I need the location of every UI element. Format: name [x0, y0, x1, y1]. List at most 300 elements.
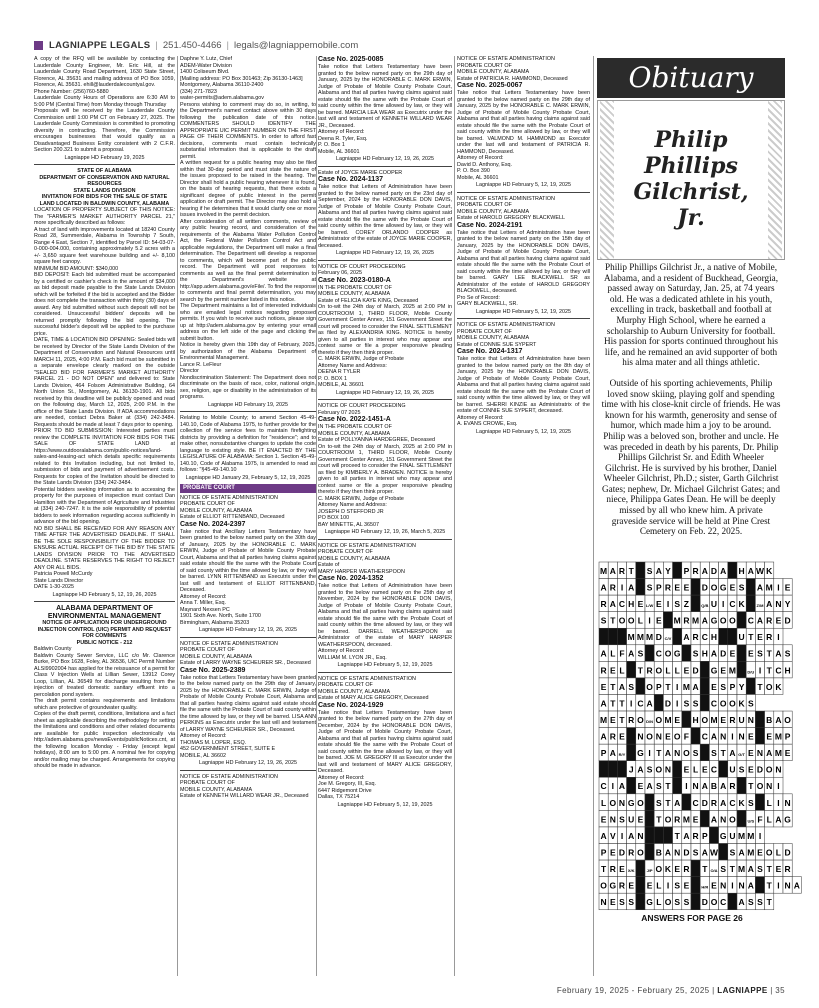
header-phone: 251.450-4466	[162, 39, 222, 51]
crossword-letter: T	[766, 897, 772, 908]
legal-text: Attorney Name and Address:	[318, 362, 387, 369]
crossword-letter: R	[692, 565, 699, 576]
crossword-letter: L	[674, 665, 680, 676]
legal-text: Montgomery, Alabama 36110-2400	[180, 82, 264, 88]
footer-separator: |	[712, 986, 718, 995]
crossword-black-square	[599, 628, 608, 645]
legal-text: On to-wit the 24th day of March, 2025 at 2:00 PM in COURTROOM 1, THIRD FLOOR, Mobile County Government Center Annex, 151 Government Street the court will proceed to consider the FINAL SETTLEMENT as filed by ALEXANDRIA KING. NOTICE is hereby given to all parties in interest who may appear and contest same or file a proper responsive pleading thereto if they then think proper.	[318, 304, 452, 356]
legal-text: MOBILE COUNTY, ALABAMA	[318, 555, 391, 562]
crossword-letter: T	[748, 781, 754, 792]
crossword-letter: I	[611, 781, 614, 792]
legal-publication-line: Lagniappe HD February 12, 19, 26, 2025	[199, 627, 297, 633]
column-divider	[177, 56, 178, 976]
crossword-letter: A	[747, 880, 754, 891]
crossword-black-square	[663, 827, 672, 844]
crossword-letter: D	[701, 582, 708, 593]
legal-text: Phone Number: (256)760-5880	[34, 88, 109, 95]
crossword-letter: I	[676, 698, 679, 709]
crossword-letter: T	[757, 681, 763, 692]
crossword-letter: A	[628, 582, 635, 593]
legal-text: Estate of JOYCE MARIE COOPER	[318, 169, 403, 176]
crossword-black-square	[737, 645, 746, 662]
legal-text: A written request for a public hearing may also be filed within that 30-day period and must state the nature of the issues proposed to be raised in the hearing. The Director shall hold a public hearing whenever it is found, on the basis of hearing requests, that there exists a significant degree of public interest in the permit application or draft permit. The Director may also hold a hearing if he determines that it would clarify one or more issues involved in the permit decision.	[180, 160, 316, 218]
crossword-letter: J/P	[646, 868, 653, 874]
crossword-letter: S	[692, 847, 699, 858]
crossword-letter: I	[666, 599, 670, 610]
crossword-letter: N	[674, 847, 681, 858]
crossword-letter: S	[692, 698, 699, 709]
crossword-letter: S	[674, 897, 681, 908]
crossword-black-square	[608, 761, 617, 778]
legal-text: NOTICE OF ESTATE ADMINISTRATION	[180, 640, 278, 647]
crossword-letter: L	[637, 615, 644, 626]
legal-text: Lauderdale County Hours of Operations are 6:30 AM to 5:00 PM (Central Time) from Monday through Thursday	[34, 95, 175, 108]
crossword-black-square	[645, 794, 654, 811]
crossword-letter: A	[655, 565, 662, 576]
legal-text: LOCATION OF PROPERTY SUBJECT OF THIS NOTICE: The "FARMER'S MARKET AUTHORITY PARCEL 21," more specifically described as follows:	[34, 207, 175, 226]
crossword-letter: A	[664, 748, 672, 759]
crossword-letter: S	[692, 748, 699, 759]
legal-text: [Mailing address: PO Box 301463; Zip 36130-1463]	[180, 75, 303, 82]
crossword-letter: S	[784, 648, 791, 659]
crossword-letter: O	[710, 582, 718, 593]
legal-text: NOTICE OF ESTATE ADMINISTRATION	[180, 494, 278, 501]
section-title: LAGNIAPPE LEGALS	[49, 39, 151, 51]
crossword-letter: B	[655, 847, 662, 858]
crossword-black-square	[627, 661, 636, 678]
crossword-letter: R	[766, 615, 773, 626]
legal-text: BAY MINETTE, AL 36507	[318, 521, 380, 528]
crossword-letter: O	[664, 897, 672, 908]
legal-text: PROBATE COURT OF	[318, 682, 373, 688]
crossword-letter: A	[775, 814, 782, 825]
legal-text: Attorney of Record:	[318, 129, 365, 135]
crossword-letter: L	[665, 665, 671, 676]
crossword-black-square	[645, 844, 654, 861]
legal-text: PROBATE COURT OF	[318, 549, 373, 555]
crossword-letter: T	[720, 748, 726, 759]
crossword-letter: E	[720, 665, 727, 676]
crossword-letter: I	[777, 632, 780, 643]
crossword-letter: N	[738, 731, 745, 742]
crossword-letter: A	[683, 830, 690, 841]
crossword-letter: O	[655, 864, 663, 875]
legal-text: BID DEPOSIT: Each bid submitted must be accompanied by a certified or cashier's check in the amount of $34,000 as bid deposit made payable to the State Lands Division which will be forfeited if the bid is accepted and the Bidder does not complete the transaction within thirty (30) days of award. Any bid submitted without such deposit will not be considered. Unsuccessful bidders' deposits will be returned promptly following the bid opening. The successful bidder's deposit will be applied to the purchase price.	[34, 272, 175, 337]
crossword-letter: V	[609, 830, 616, 841]
crossword-letter: E	[757, 847, 763, 858]
legal-column-1	[34, 56, 175, 976]
legal-text: 452 GOVERNMENT STREET, SUITE E	[180, 746, 276, 752]
crossword-letter: Y	[784, 599, 791, 610]
legal-publication-line: Lagniappe HD February 12, 19, 26, 2025	[336, 250, 434, 256]
legal-publication-line: Lagniappe HD February 12, 19, 26, 2025	[336, 389, 434, 396]
crossword-letter: P	[600, 847, 607, 858]
legal-text: NOTICE OF ESTATE ADMINISTRATION	[457, 56, 555, 62]
crossword-letter: D/U	[747, 669, 755, 675]
crossword-letter: C	[729, 599, 736, 610]
crossword-letter: Q/B	[701, 603, 709, 609]
notice-divider	[180, 770, 316, 771]
crossword-letter: T	[619, 698, 625, 709]
crossword-letter: O	[765, 847, 773, 858]
crossword-letter: R	[664, 582, 672, 593]
legal-text: Relating to Mobile County; to amend Section 45-49-140.10, Code of Alabama 1975, to further provide for the collection of fire service fees to maintain firefighting districts by providing a definition for "residence"; and to make other, nonsubstantive changes to update the code language to existing style. BE IT ENACTED BY THE LEGISLATURE OF ALABAMA: Section 1. Section 45-49-140.10, Code of Alabama 1975, is amended to read as follows: "§45-49-140.10	[180, 415, 316, 473]
crossword-letter: P	[600, 748, 607, 759]
crossword-letter: A	[637, 764, 644, 775]
crossword-black-square	[746, 579, 755, 596]
legal-text: MOBILE COUNTY, ALABAMA	[457, 69, 530, 75]
legal-text: Estate of ELLIOT RITTENBAND, Deceased	[180, 514, 285, 520]
crossword-letter: D	[664, 698, 672, 709]
legal-text: Baldwin County Sewer Service, LLC c/o Mr. Clarence Burke, PO Box 1628, Foley, AL 36536, UIC Permit Number ALSI9902004 has applied for the reissuance of a permit for Class V Injection Wells at Lillian Sewer, 13912 Corey Loop, Lillian, AL 36549 for discharge resulting from the injection of treated domestic sanitary effluent into a percolation pond system.	[34, 652, 175, 698]
crossword-letter: E	[784, 582, 791, 593]
legal-text: Potential bidders seeking information as to accessing the property for the purposes of inspection must contact Dan Hamilton with the Department of Agriculture and Industries at (334) 240-7247. It is the sole responsibility of potential bidders to seek information regarding access sufficiently in advance of the bid opening.	[34, 486, 175, 525]
legal-heading: DEPARTMENT OF CONSERVATION AND NATURAL RESOURCES	[39, 174, 170, 187]
crossword-letter: M	[627, 632, 635, 643]
crossword-black-square	[755, 711, 764, 728]
column-divider	[454, 56, 455, 976]
crossword-letter: S	[655, 781, 662, 792]
crossword-letter: M	[682, 681, 690, 692]
notice-divider	[180, 411, 316, 412]
crossword-black-square	[627, 777, 636, 794]
case-number: Case No. 2022-1451-A	[318, 416, 391, 423]
crossword-letter: M	[673, 615, 681, 626]
crossword-letter: N	[738, 880, 745, 891]
crossword-black-square	[755, 728, 764, 745]
notice-divider	[457, 318, 590, 319]
crossword-letter: M	[738, 830, 746, 841]
legal-text: Proposals will be received by the Lauderdale County Commission until 1:00 PM CT on February 27, 2025. The Lauderdale County Commission is committed to promoting diversity in contracting. Therefore, the Commission encourages businesses that would qualify as a Disadvantaged Business Entity consistent with 2 C.F.R. Section 200.321 to submit a proposal.	[34, 108, 175, 153]
crossword-letter: S	[646, 764, 653, 775]
legal-text: Director	[180, 368, 199, 374]
legal-text: Take notice that Letters of Administration have been granted to the below named party on the 15th day of January, 2025 by the HONORABLE DON DAVIS, Judge of Probate of Mobile County Probate Court, Alabama and that all parties having claims against said estate should file the same with the Probate Court of said county within the time allowed by law, or they will be barred. GARY LEE BLACKWELL SR as Administrator of the estate of HAROLD GREGORY BLACKWELL, deceased.	[457, 229, 590, 294]
crossword-letter: E	[747, 648, 754, 659]
crossword-letter: S	[600, 615, 607, 626]
legal-publication-line: Lagniappe HD January 29, February 5, 12, 19, 2025	[185, 474, 311, 481]
answers-label: ANSWERS FOR PAGE 26	[641, 913, 743, 923]
crossword-black-square	[737, 810, 746, 827]
crossword-letter: M	[682, 814, 690, 825]
crossword-letter: D	[710, 565, 718, 576]
legal-text: (334) 271-7823	[180, 88, 217, 95]
crossword-letter: A	[766, 748, 773, 759]
crossword-letter: T	[766, 648, 772, 659]
crossword-black-square	[691, 860, 700, 877]
legal-text: PRIOR TO BID SUBMISSION: Interested parties must review the COMPLETE INVITATION FOR BIDS FOR THE SALE OF STATE LAND at https://www.outdooralabama.com/public-notices/land-sales-and-leasing-act which details specific requirements related to this Invitation including, but not limited to, submission of bids and payment of advertisement costs. Requests for copies of the Invitation should be directed to the State Lands Division (334) 242-3484.	[34, 428, 175, 486]
crossword-letter: G	[710, 615, 718, 626]
crossword-letter: P	[701, 830, 708, 841]
footer-date: February 19, 2025 - February 25, 2025	[556, 986, 710, 995]
crossword-letter: E	[784, 748, 791, 759]
crossword-black-square	[737, 777, 746, 794]
legal-text: Estate of KENNETH WILLARD WEAR JR., Deceased	[180, 793, 309, 799]
crossword-letter: E	[655, 599, 662, 610]
crossword-letter: M	[710, 714, 718, 725]
crossword-letter: N	[637, 830, 644, 841]
crossword-letter: E	[619, 731, 625, 742]
case-number: Case No. 2025-0067	[457, 82, 523, 89]
legal-text: Estate of HAROLD GREGORY BLACKWELL	[457, 215, 565, 221]
crossword-letter: O	[683, 748, 690, 759]
crossword-letter: Y	[665, 565, 671, 576]
crossword-letter: E	[775, 864, 782, 875]
legal-text: Baldwin County	[34, 646, 72, 652]
legal-text: Estate of CONNIE SUE SYPERT	[457, 341, 537, 348]
legal-text: MOBILE COUNTY, ALABAMA	[180, 507, 253, 514]
crossword-letter: L	[692, 764, 699, 775]
page-header	[34, 38, 358, 52]
crossword-letter: I	[777, 781, 780, 792]
crossword-letter: R	[692, 632, 699, 643]
crossword-letter: E	[600, 681, 607, 692]
case-number: Case No. 2024-1929	[318, 701, 384, 709]
crossword-letter: A	[729, 748, 736, 759]
header-email[interactable]: legals@lagniappemobile.com	[233, 39, 359, 51]
crossword-letter: O	[701, 714, 709, 725]
crossword-letter: O	[664, 648, 672, 659]
crossword-letter: F	[619, 648, 625, 659]
legal-text: WILLIAM M. LYON JR., Esq.	[318, 654, 387, 661]
crossword-letter: R	[683, 864, 690, 875]
crossword-letter: E	[609, 847, 616, 858]
case-number: Case No. 2025-0085	[318, 56, 384, 63]
case-number: Case No. 2024-1352	[318, 575, 384, 582]
crossword-letter: S	[628, 681, 635, 692]
crossword-letter: A	[747, 864, 754, 875]
crossword-letter: C	[747, 615, 754, 626]
legal-publication-line: Lagniappe HD February 5, 12, 19, 2025	[337, 801, 433, 808]
crossword-letter: R	[646, 665, 653, 676]
crossword-letter: I	[777, 797, 780, 808]
crossword-letter: A	[738, 897, 745, 908]
crossword-letter: O	[600, 880, 607, 891]
crossword-letter: A	[720, 797, 727, 808]
crossword-letter: O	[729, 814, 736, 825]
crossword-letter: N	[720, 880, 727, 891]
legal-text: February 06, 2025	[318, 270, 363, 276]
legal-text: Lance R. LeFleur	[180, 361, 222, 368]
crossword-letter: A	[756, 582, 764, 593]
crossword-letter: C	[729, 797, 736, 808]
crossword-letter: T	[748, 632, 754, 643]
legal-text: State Lands Director	[34, 577, 84, 584]
crossword-letter: S	[729, 847, 736, 858]
crossword-letter: K	[664, 864, 672, 875]
case-number: Case No. 2024-2191	[457, 221, 523, 229]
crossword-letter: O	[765, 764, 773, 775]
crossword-black-square	[636, 877, 645, 894]
crossword-letter: D	[756, 764, 764, 775]
crossword-black-square	[663, 612, 672, 629]
crossword-black-square	[673, 761, 682, 778]
legal-publication-line: Lagniappe HD February 19, 2025	[207, 401, 288, 408]
crossword-letter: E	[674, 714, 681, 725]
crossword-black-square	[636, 562, 645, 579]
crossword-black-square	[691, 728, 700, 745]
obituary-paragraph: Philip Phillips Gilchrist Jr., a native of Mobile, Alabama, and a resident of Buckhead, Georgia, passed away on Saturday, Jan. 25, at 74 years old. He was a dedicated athlete in his youth, excelling in track, basketball and football at Murphy High School, where he earned a scholarship to Auburn University for football. His passion for sports continued throughout his life, and he remained an avid supporter of both his alma mater and all things athletic.	[603, 262, 779, 368]
crossword-letter: L	[619, 665, 625, 676]
crossword-letter: D	[784, 847, 791, 858]
crossword-letter: D	[784, 615, 791, 626]
crossword-letter: C	[692, 797, 699, 808]
legal-text: Estate of MARY ALICE GREGORY, Deceased	[318, 695, 429, 701]
crossword-letter: R	[729, 714, 736, 725]
crossword-letter: T	[665, 797, 671, 808]
crossword-letter: G	[637, 748, 644, 759]
probate-court-heading: PROBATE COURT	[180, 484, 316, 493]
crossword-letter: H	[784, 665, 791, 676]
crossword-letter: M	[664, 714, 672, 725]
crossword-letter: D	[701, 897, 708, 908]
crossword-letter: C	[775, 665, 782, 676]
header-separator: |	[226, 39, 229, 51]
crossword-black-square	[728, 628, 737, 645]
crossword-letter: G	[609, 880, 617, 891]
crossword-black-square	[599, 761, 608, 778]
crossword-letter: C	[600, 781, 607, 792]
crossword-letter: C	[710, 764, 718, 775]
crossword-letter: W	[709, 847, 719, 858]
crossword-letter: A	[720, 781, 727, 792]
crossword-letter: A	[701, 565, 708, 576]
legal-publication-line: Lagniappe HD February 5, 12, 19, 2025	[337, 662, 433, 668]
crossword-letter: O	[729, 698, 736, 709]
crossword-black-square	[700, 810, 709, 827]
legal-text: water-permits@adem.alabama.gov	[180, 95, 264, 101]
crossword-letter: N	[600, 897, 607, 908]
crossword-letter: A	[600, 830, 607, 841]
crossword-letter: E	[637, 599, 644, 610]
legal-text: MOBILE, AL 36602	[180, 752, 226, 759]
crossword-letter: O	[618, 615, 626, 626]
crossword-letter: L	[610, 648, 616, 659]
legal-text: P. O. BOX 1	[318, 375, 347, 382]
legal-text: Take notice that Letters of Administration have been granted to the below named party on the 8th day of January, 2025 by the HONORABLE DON DAVIS, Judge of Probate of Mobile County Probate Court, Alabama and that all parties having claims against said estate should file the same with the Probate Court of said county within the time allowed by law, or they will be barred. SHERRI KINZIE as Administratrix of the estate of CONNIE SUE SYPERT, deceased.	[457, 356, 590, 414]
crossword-letter: C	[701, 731, 708, 742]
crossword-letter: I	[630, 698, 633, 709]
crossword-letter: A	[738, 847, 745, 858]
crossword-black-square	[636, 678, 645, 695]
crossword-letter: N	[747, 714, 754, 725]
legal-text: ADEM-Water Division	[180, 62, 232, 69]
legal-text: Take notice that Letters of Administration have been granted to the below named party on the 25th day of November, 2024 by the HONORABLE DON DAVIS, Judge of Probate of Mobile County Probate Court, Alabama and that all parties having claims against said estate should file the same with the Probate Court of said county within the time allowed by law, or they will be barred. DARRELL WEATHERSPOON as Administrator of the estate of MARY HARPER WEATHERSPOON, deceased.	[318, 583, 452, 648]
crossword-letter: A	[710, 814, 718, 825]
crossword-letter: U	[738, 714, 745, 725]
legal-text: Take notice that Letters Testamentary have been granted to the below named party on the 29th day of January, 2025 by the HONORABLE C. MARK ERWIN, Judge of Probate of Mobile County Probate Court, Alabama and that all parties having claims against said estate should file the same with the Probate Court of said county within the time allowed by law, or they will be barred. LISA ANN PERKINS as Executrix under the last will and testament of LARRY WAYNE SCHEURER SR., Deceased.	[180, 674, 316, 733]
crossword-letter: P	[655, 681, 662, 692]
crossword-black-square	[700, 661, 709, 678]
crossword-letter: G	[627, 797, 635, 808]
crossword-letter: M	[600, 714, 608, 725]
crossword-black-square	[755, 877, 764, 894]
crossword-letter: T	[637, 665, 644, 676]
crossword-letter: I	[722, 599, 725, 610]
crossword-letter: E	[720, 714, 727, 725]
crossword-letter: T	[729, 864, 736, 875]
crossword-letter: I	[731, 880, 734, 891]
crossword-black-square	[719, 844, 728, 861]
crossword-letter: I	[777, 582, 780, 593]
crossword-letter: C	[701, 632, 708, 643]
crossword-letter: T	[766, 864, 772, 875]
legal-text: NO BID SHALL BE RECEIVED FOR ANY REASON ANY TIME AFTER THE ADVERTISED DEADLINE. IT SHALL BE THE SOLE RESPONSIBILITY OF THE BIDDER TO ENSURE ACTUAL RECEIPT OF THE BID BY THE STATE LANDS DIVISION PRIOR TO THE ADVERTISED DEADLINE. STATE RESERVES THE RIGHT TO REJECT ANY OR ALL BIDS.	[34, 525, 175, 571]
legal-text: NOTICE OF ESTATE ADMINISTRATION	[457, 322, 555, 328]
legal-text: MOBILE, AL 36601	[318, 382, 364, 388]
crossword-letter: M	[692, 615, 700, 626]
crossword-letter: N	[618, 797, 626, 808]
crossword-black-square	[728, 893, 737, 910]
legal-text: Dallas, TX 75214	[318, 794, 360, 800]
crossword-letter: D	[618, 847, 626, 858]
crossword-letter: S	[747, 897, 754, 908]
crossword-letter: S	[711, 748, 717, 759]
crossword-letter: U	[738, 632, 745, 643]
crossword-black-square	[608, 628, 617, 645]
crossword-letter: A	[609, 748, 616, 759]
legal-heading: NOTICE OF APPLICATION FOR UNDERGROUND INJECTION CONTROL (UIC) PERMIT AND REQUEST FOR COMMENTS	[37, 620, 172, 639]
crossword-letter: T	[628, 565, 634, 576]
crossword-letter: E	[729, 582, 736, 593]
crossword-letter: T	[766, 665, 772, 676]
legal-text: MOBILE COUNTY, ALABAMA	[457, 335, 530, 341]
crossword-black-square	[737, 612, 746, 629]
legal-text: JOSEPH D STEFFORD JR	[318, 508, 384, 515]
legal-agency-title: ALABAMA DEPARTMENT OF ENVIRONMENTAL MANAGEMENT	[47, 605, 162, 620]
obituary-banner: Obituary	[597, 58, 785, 98]
obituary-paragraph: Outside of his sporting achievements, Philip loved snow skiing, playing golf and spending time with his close-knit circle of friends. He was known for his warmth, generosity and sense of humor, which made him a joy to be around. Philip was a beloved son, brother and uncle. He was preceded in death by his parents, Dr. Philip Phillips Gilchrist Sr. and Edith Wheeler Gilchrist. He is survived by his brother, Daniel Wheeler Gilchrist, Ph.D.; sister, Garth Gilchrist Gates; nephew, Dr. Michael Gilchrist Gates; and niece, Philippa Gates Dean. He will be deeply missed by all who knew him. A private graveside service will be held at Pine Crest Cemetery on Feb. 22, 2025.	[601, 377, 781, 537]
obituary-name-box	[597, 100, 785, 260]
crossword-letter: O	[637, 847, 644, 858]
crossword-letter: G/T	[738, 752, 745, 758]
crossword-letter: S	[646, 582, 653, 593]
case-number: Case No. 2024-2397	[180, 520, 246, 528]
legal-text: Take notice that Ancillary Letters Testamentary have been granted to the below named party on the 30th day of January, 2025 by the HONORABLE C. MARK ERWIN, Judge of Probate of Mobile County Probate Court, Alabama and that all parties having claims against said estate should file the same with the Probate Court of said county within the time allowed by law, or they will be barred. LYNN RITTENBAND as Executrix under the last will and testament of ELLIOT RITTENBAND, Deceased.	[180, 528, 316, 593]
legal-text: Joe M. Gregory, III, Esq.	[318, 781, 377, 787]
crossword-letter: O	[710, 897, 718, 908]
crossword-black-square	[673, 777, 682, 794]
crossword-black-square	[636, 579, 645, 596]
legal-text: DEENA R TYLER	[318, 369, 361, 375]
crossword-letter: T	[656, 814, 662, 825]
crossword-letter: S	[720, 864, 727, 875]
crossword-letter: O	[655, 714, 663, 725]
crossword-letter: E	[609, 897, 616, 908]
crossword-letter: E	[600, 814, 607, 825]
legal-text: After consideration of all written comments, review of any public hearing record, and consideration of the requirements of the Alabama Water Pollution Control Act, the Federal Water Pollution Control Act and applicable regulations, the Department will make a final determination. The Department will develop a response to comments, which will become part of the public record. The Department will post responses to comments as well as the final permit determination to the Department's website at http://app.adem.alabama.gov/eFile/. To find the response to comments and final permit determination, you may search by the permit number listed in this notice.	[180, 218, 316, 303]
crossword-letter: S	[738, 764, 745, 775]
crossword-black-square	[617, 761, 626, 778]
crossword-letter: F	[683, 731, 690, 742]
legal-text: MARY HARPER WEATHERSPOON	[318, 568, 405, 575]
crossword-letter: E	[683, 582, 690, 593]
legal-text: The Department maintains a list of interested individuals who are emailed legal notices regarding proposed permits. If you wish to receive such notices, please sign up at http://adem.alabama.gov by entering your email address on the left side of the page and clicking the submit button.	[180, 303, 316, 342]
crossword-letter: E	[637, 814, 644, 825]
legal-text: PROBATE COURT OF	[180, 647, 235, 653]
crossword-letter: E	[619, 864, 625, 875]
crossword-letter: O	[719, 698, 727, 709]
legal-publication-line: Lagniappe HD February 5, 12, 19, 26, 2025	[52, 591, 157, 598]
crossword-letter: P	[784, 731, 791, 742]
legal-text: NOTICE OF COURT PROCEEDING	[318, 403, 406, 409]
crossword-letter: T	[619, 714, 625, 725]
crossword-letter: S	[757, 897, 763, 908]
crossword-letter: R	[628, 714, 635, 725]
legal-text: A copy of the RFQ will be available by contacting the Lauderdale County Engineer, Mr. Eric Hill, at the Lauderdale County Road Department, 1630 State Street, Florence, AL 35631 and mailing address of PO Box 1059, Florence, AL 35631. ehill@lauderdalecountyal.gov.	[34, 56, 175, 88]
crossword-letter: B	[710, 781, 718, 792]
crossword-letter: S	[683, 698, 690, 709]
crossword-letter: E	[747, 748, 754, 759]
